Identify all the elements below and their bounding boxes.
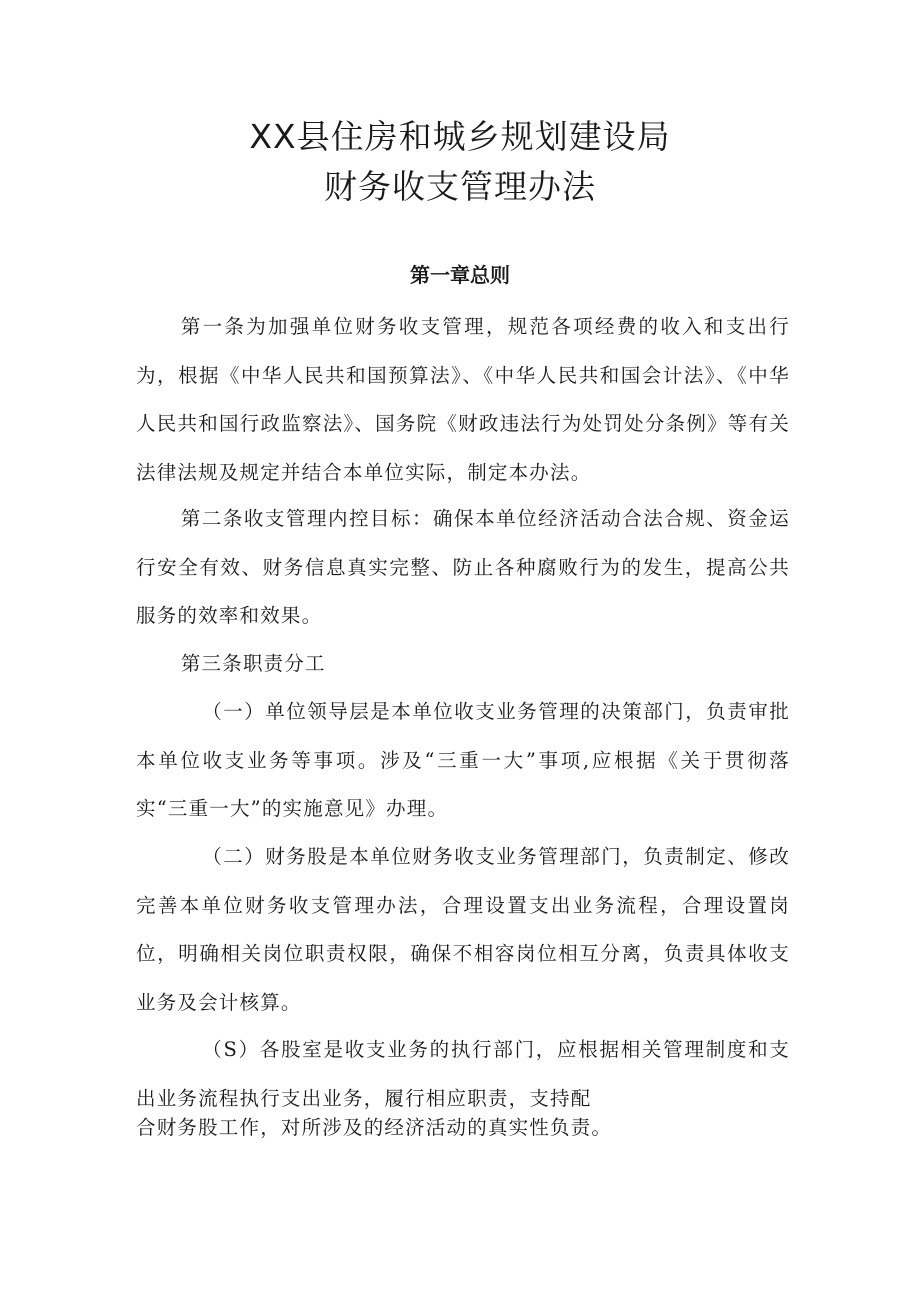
document-title bbox=[0, 112, 920, 212]
article-2 bbox=[136, 495, 790, 641]
clause-1 bbox=[136, 688, 790, 834]
clause-3-continued bbox=[136, 1110, 790, 1146]
paragraph: （一）单位领导层是本单位收支业务管理的决策部门，负责审批本单位收支业务等事项。涉及“三重一大”事项,应根据《关于贯彻落实“三重一大”的实施意见》办理。 bbox=[136, 700, 790, 820]
clause-2 bbox=[136, 833, 790, 1027]
paragraph: 合财务股工作，对所涉及的经济活动的真实性负责。 bbox=[136, 1116, 613, 1139]
article-3 bbox=[136, 640, 790, 689]
paragraph: （二）财务股是本单位财务收支业务管理部门，负责制定、修改完善本单位财务收支管理办法，合理设置支出业务流程，合理设置岗位，明确相关岗位职责权限，确保不相容岗位相互分离，负责具体收支业务及会计核算。 bbox=[136, 845, 790, 1014]
title-line-1: XX县住房和城乡规划建设局 bbox=[249, 117, 671, 156]
article-1 bbox=[136, 303, 790, 497]
paragraph: 第三条职责分工 bbox=[180, 652, 326, 675]
paragraph: 第一条为加强单位财务收支管理，规范各项经费的收入和支出行为，根据《中华人民共和国预算法》、《中华人民共和国会计法》、《中华人民共和国行政监察法》、国务院《财政违法行为处罚处分条例》等有关法律法规及规定并结合本单位实际，制定本办法。 bbox=[136, 315, 790, 484]
title-line-2: 财务收支管理办法 bbox=[324, 167, 596, 206]
paragraph: （S）各股室是收支业务的执行部门，应根据相关管理制度和支出业务流程执行支出业务，履行相应职责，支持配 bbox=[136, 1038, 790, 1110]
chapter-heading: 第一章总则 bbox=[410, 263, 510, 287]
paragraph: 第二条收支管理内控目标：确保本单位经济活动合法合规、资金运行安全有效、财务信息真实完整、防止各种腐败行为的发生，提高公共服务的效率和效果。 bbox=[136, 507, 790, 627]
clause-3 bbox=[136, 1026, 790, 1123]
